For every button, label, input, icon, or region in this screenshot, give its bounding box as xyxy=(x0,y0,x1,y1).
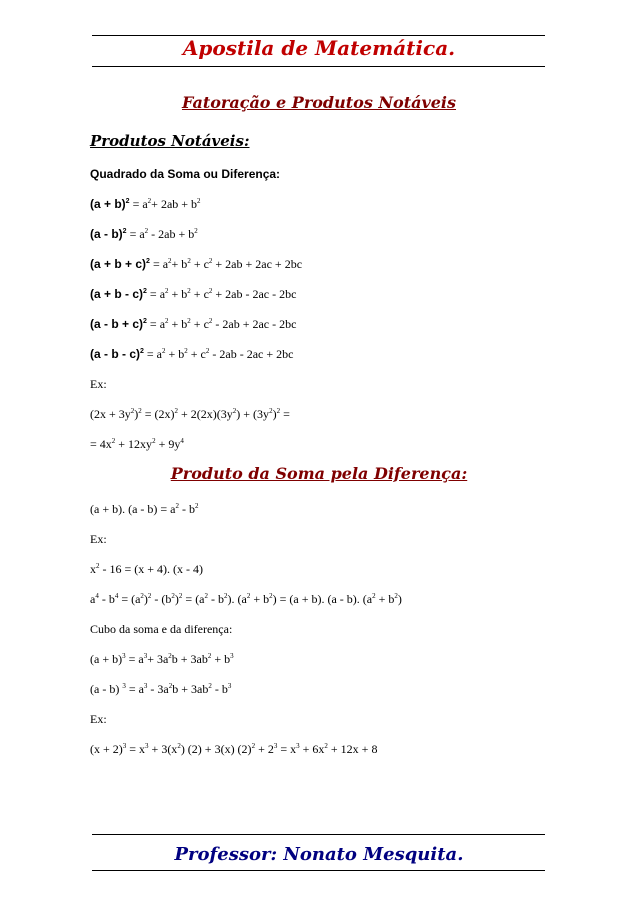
example-label-3: Ex: xyxy=(90,712,107,726)
cube-heading: Cubo da soma e da diferença: xyxy=(90,622,233,636)
section-title-produto-soma-diferenca: Produto da Soma pela Diferença: xyxy=(170,464,468,483)
formula-cube-diff: (a - b) $^3 = a^3 - 3a^2b + 3ab^2 - b^3$ xyxy=(90,682,232,696)
document-title: Fatoração e Produtos Notáveis xyxy=(181,93,457,112)
example-3-line-1: $(x + 2)^3 = x^3 + 3(x^2)$ (2) + 3(x) $(2)^2 + 2^3 = x^3 + 6x^2 + 12x + 8$ xyxy=(90,742,378,756)
example-2-line-1: $x^2 - 16 = (x + 4)$. (x - 4) xyxy=(90,562,204,576)
formula-trinomial-3: $(a - b + c)^2 = a^2 + b^2 + c^2 - 2ab + 2ac - 2bc$ xyxy=(90,317,297,331)
header-title: Apostila de Matemática. xyxy=(182,36,456,60)
section-title-produtos-notaveis: Produtos Notáveis: xyxy=(90,132,250,150)
example-2-line-2: $a^4 - b^4 = (a^2)^2 - (b^2)^2 = (a^2 - b^2)$. $(a^2 + b^2) = (a + b)$. (a - b). $(a^2 + b^2)$ xyxy=(90,592,402,606)
formula-square-sum: $(a + b)^2 = a^2+ 2ab + b^2$ xyxy=(90,197,201,211)
header-bottom-rule xyxy=(92,66,545,67)
example-label-2: Ex: xyxy=(90,532,107,546)
formula-trinomial-4: $(a - b - c)^2 = a^2 + b^2 + c^2 - 2ab - 2ac + 2bc$ xyxy=(90,347,294,361)
footer-bottom-rule xyxy=(92,870,545,871)
footer-title: Professor: Nonato Mesquita. xyxy=(174,844,464,865)
formula-square-diff: $(a - b)^2 = a^2 - 2ab + b^2$ xyxy=(90,227,198,241)
formula-cube-sum: $(a + b)^3 = a^3+ 3a^2b + 3ab^2 + b^3$ xyxy=(90,652,234,666)
footer-top-rule xyxy=(92,834,545,835)
example-1-line-2: = $4x^2 + 12xy^2 + 9y^4$ xyxy=(90,437,184,451)
formula-sum-times-diff: (a + b). $(a - b) = a^2 - b^2$ xyxy=(90,502,199,516)
subtitle-quadrado: Quadrado da Soma ou Diferença: xyxy=(90,167,281,181)
formula-trinomial-1: $(a + b + c)^2 = a^2+ b^2 + c^2 + 2ab + 2ac + 2bc$ xyxy=(90,257,303,271)
example-1-line-1: $(2x + 3y^2)^2 = (2x)^2 + 2(2x)(3y^2) + (3y^2)^2$ = xyxy=(90,407,290,421)
formula-trinomial-2: $(a + b - c)^2 = a^2 + b^2 + c^2 + 2ab - 2ac - 2bc$ xyxy=(90,287,297,301)
example-label-1: Ex: xyxy=(90,377,107,391)
